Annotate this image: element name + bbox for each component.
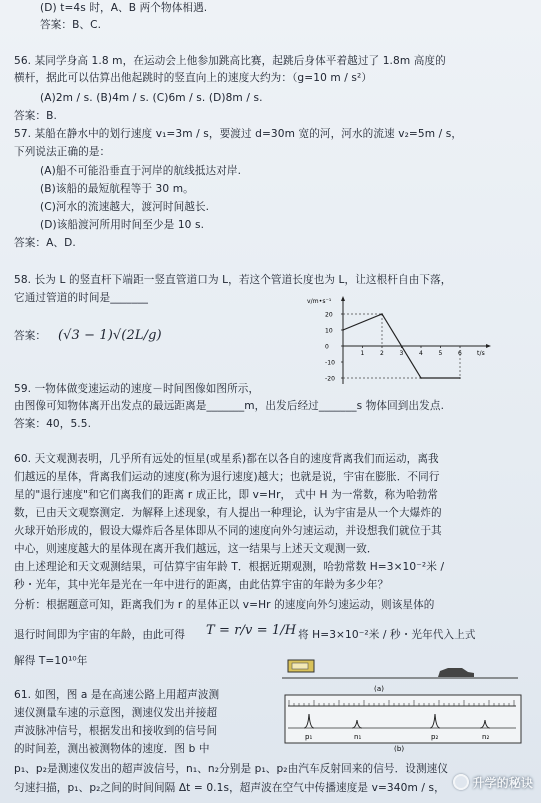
- q57-option-d: (D)该船渡河所用时间至少是 10 s.: [40, 219, 205, 231]
- watermark: 升学的秘诀: [453, 774, 533, 791]
- y-tick-label: -10: [325, 359, 336, 367]
- figure-b: [284, 694, 524, 752]
- q58-answer-label: 答案：: [14, 330, 47, 342]
- figure-a-label: (a): [374, 685, 385, 693]
- q60-line5: 火球开始形成的，假设大爆炸后各星体即从不同的速度向外匀速运动，并设想我们就位于其: [14, 525, 442, 537]
- figure-b-label: (b): [394, 745, 405, 752]
- x-tick-label: 1: [360, 350, 365, 357]
- y-axis-label: v/m•s⁻¹: [307, 298, 332, 305]
- label-p1: p₁: [305, 733, 313, 741]
- watermark-logo-icon: [453, 774, 469, 790]
- q61-line6: 匀速扫描，p₁、p₂之间的时间间隔 Δt = 0.1s，超声波在空气中传播速度是 v=340m / s，: [14, 782, 445, 794]
- q58-stem-line2: 它通过管道的时间是_______: [14, 292, 149, 304]
- q60-solution: 解得 T=10¹⁰年: [14, 655, 88, 667]
- q57-answer: 答案：A、D.: [14, 237, 76, 249]
- q60-line6: 中心，则速度越大的星体现在离开我们越远，这一结果与上述天文观测一致．: [14, 543, 378, 555]
- figure-a: [282, 654, 522, 694]
- q60-line7: 由上述理论和天文观测结果，可估算宇宙年龄 T．根据近期观测，哈勃常数 H=3×10⁻²米 /: [14, 561, 445, 573]
- q55-answer: 答案：B、C.: [40, 19, 102, 31]
- x-tick-label: 2: [380, 350, 384, 357]
- q57-stem-line1: 57. 某船在静水中的划行速度 v₁=3m / s，要渡过 d=30m 宽的河，河水的流速 v₂=5m / s，: [14, 128, 463, 140]
- q56-options: (A)2m / s. (B)4m / s. (C)6m / s. (D)8m / s.: [40, 92, 263, 104]
- x-tick-label: 4: [419, 350, 423, 357]
- q61-line4: 的时间差，测出被测物体的速度．图 b 中: [14, 743, 210, 755]
- q60-formula-left: 退行时间即为宇宙的年龄，由此可得: [14, 629, 186, 641]
- q59-stem-line1: 59. 一物体做变速运动的速度－时间图像如图所示，: [14, 383, 260, 395]
- q60-line8: 秒・光年，其中光年是光在一年中进行的距离，由此估算宇宙的年龄为多少年？: [14, 579, 389, 591]
- q60-line9: 分析：根据题意可知，距离我们为 r 的星体正以 v=Hr 的速度向外匀速运动，则该星体的: [14, 599, 435, 611]
- q60-line2: 们越远的星体，背离我们运动的速度(称为退行速度)越大；也就是说，宇宙在膨胀．不同行: [14, 471, 440, 483]
- y-tick-label: 10: [325, 327, 333, 335]
- q60-formula: T = r/v = 1/H: [206, 623, 297, 638]
- q56-answer: 答案：B.: [14, 110, 57, 122]
- x-tick-label: 3: [399, 350, 404, 357]
- q60-formula-right: 将 H=3×10⁻²米 / 秒・光年代入上式: [298, 629, 476, 641]
- q60-line4: 数，已由天文观察测定．为解释上述现象，有人提出一种理论，认为宇宙是从一个大爆炸的: [14, 507, 442, 519]
- q61-line5: p₁、p₂是测速仪发出的超声波信号，n₁、n₂分别是 p₁、p₂由汽车反射回来的信号．设测速仪: [14, 763, 449, 775]
- q59-answer: 答案：40，5.5.: [14, 418, 92, 430]
- q55-option-d: (D) t=4s 时，A、B 两个物体相遇.: [40, 2, 208, 14]
- q61-line1: 61. 如图，图 a 是在高速公路上用超声波测: [14, 689, 220, 701]
- x-axis-label: t/s: [477, 350, 485, 357]
- x-tick-label: 6: [458, 350, 462, 357]
- y-tick-label: -20: [325, 375, 336, 383]
- x-tick-label: 5: [438, 350, 443, 357]
- q58-stem-line1: 58. 长为 L 的竖直杆下端距一竖直管道口为 L，若这个管道长度也为 L，让这根杆自由下落，: [14, 274, 452, 286]
- label-n2: n₂: [482, 733, 490, 741]
- q56-stem-line1: 56. 某同学身高 1.8 m，在运动会上他参加跳高比赛，起跳后身体平着越过了 1.8m 高度的: [14, 55, 446, 67]
- q56-stem-line2: 横杆，据此可以估算出他起跳时的竖直向上的速度大约为：（g=10 m / s²）: [14, 72, 373, 84]
- label-p2: p₂: [431, 733, 439, 741]
- q61-line2: 速仪测量车速的示意图，测速仪发出并接超: [14, 707, 218, 719]
- car-icon: [438, 668, 474, 677]
- vt-graph: [305, 294, 495, 386]
- q60-line1: 60. 天文观测表明，几乎所有远处的恒星(或星系)都在以各自的速度背离我们而运动，离我: [14, 453, 439, 465]
- q57-option-b: (B)该船的最短航程等于 30 m。: [40, 183, 194, 195]
- q60-line3: 星的"退行速度"和它们离我们的距离 r 成正比，即 v=Hr， 式中 H 为一常数，称为哈勃常: [14, 489, 439, 501]
- y-tick-label: 20: [325, 311, 333, 319]
- q61-line3: 声波脉冲信号，根据发出和接收到的信号间: [14, 725, 218, 737]
- q57-stem-line2: 下列说法正确的是：: [14, 146, 111, 158]
- q59-stem-line2: 由图像可知物体离开出发点的最远距离是_______m，出发后经过_______s 物体回到出发点.: [14, 400, 445, 412]
- q58-answer-formula: (√3 − 1)√(2L/g): [58, 328, 162, 343]
- y-tick-label: 0: [325, 343, 329, 351]
- label-n1: n₁: [354, 733, 362, 741]
- q57-option-c: (C)河水的流速越大，渡河时间越长.: [40, 201, 210, 213]
- q57-option-a: (A)船不可能沿垂直于河岸的航线抵达对岸.: [40, 165, 242, 177]
